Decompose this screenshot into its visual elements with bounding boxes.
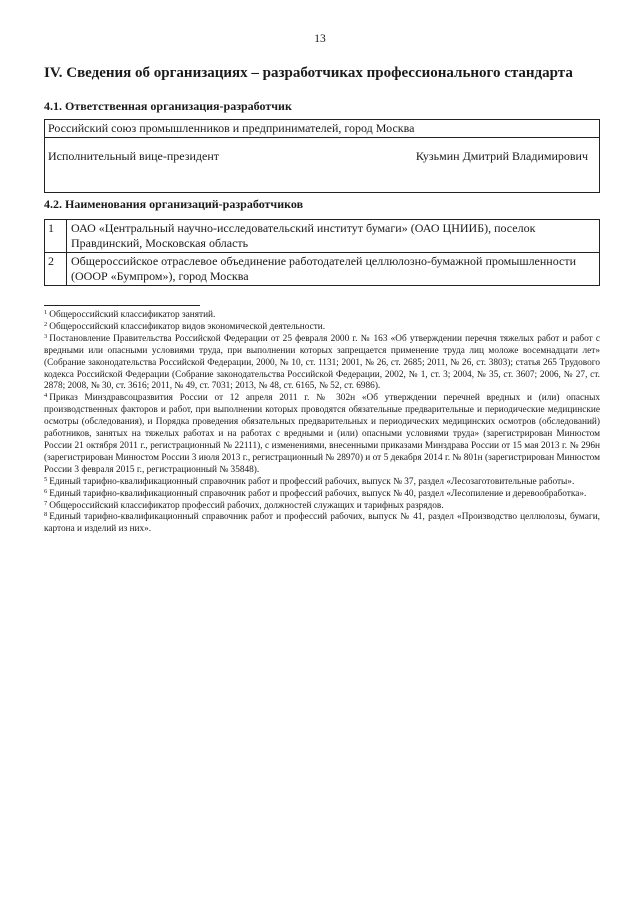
footnote-text: Общероссийский классификатор занятий. xyxy=(49,310,216,320)
footnote-mark: 5 xyxy=(44,475,48,483)
page-number: 13 xyxy=(314,33,326,45)
footnote-text: Единый тарифно-квалификационный справочник работ и профессий рабочих, выпуск № 40, раздел «Лесопиление и деревообработка». xyxy=(49,488,587,499)
developer-orgs-table xyxy=(44,219,600,286)
responsible-org-table xyxy=(44,119,600,193)
footnote-text: Приказ Минздравсоцразвития России от 12 апреля 2011 г. № 302н «Об утверждении перечней вредных и (или) опасных производственных факторов и работ, при выполнении которых проводятся обязательные предварительные и периодические медицинские осмотры (обследования), и Порядка проведения обязательных предварительных и периодических медицинских осмотров (обследований) работников, занятых на тяжелых работах и на работах с вредными и (или) опасными условиями труда» (зарегистрирован Минюстом России 21 октября 2011 г., регистрационный № 22111), с изменениями, внесенными приказами Минздрава России от 15 мая 2013 г. № 296н (зарегистрирован Минюстом России 3 июля 2013 г., регистрационный № 28970) и от 5 декабря 2014 г. № 801н (зарегистрирован Минюстом России 3 февраля 2015 г., регистрационный № 35848). xyxy=(44,393,600,475)
developer-org-name: Общероссийское отраслевое объединение работодателей целлюлозно-бумажной промышленности (ОООР «Бумпром»), город Москва xyxy=(67,253,600,286)
developer-orgs-heading: 4.2. Наименования организаций-разработчиков xyxy=(44,197,304,211)
footnote-separator xyxy=(44,305,200,306)
footnote-text: Единый тарифно-квалификационный справочник работ и профессий рабочих, выпуск № 37, раздел «Лесозаготовительные работы». xyxy=(49,476,575,487)
footnote-mark: 3 xyxy=(44,332,48,340)
footnote xyxy=(44,334,600,394)
row-number: 2 xyxy=(45,253,67,286)
footnote-text: Единый тарифно-квалификационный справочник работ и профессий рабочих, выпуск № 41, раздел «Производство целлюлозы, бумаги, картона и изделий из них». xyxy=(44,512,600,535)
responsible-person-cell xyxy=(45,138,600,193)
row-number: 1 xyxy=(45,220,67,253)
table-row xyxy=(45,220,600,253)
footnote-mark: 6 xyxy=(44,487,48,495)
responsible-person-name: Кузьмин Дмитрий Владимирович xyxy=(415,149,588,163)
developer-org-name: ОАО «Центральный научно-исследовательский институт бумаги» (ОАО ЦНИИБ), поселок Правдинский, Московская область xyxy=(67,220,600,253)
responsible-org-name: Российский союз промышленников и предпринимателей, город Москва xyxy=(45,120,600,138)
footnote-mark: 2 xyxy=(44,320,48,328)
footnote xyxy=(44,310,600,322)
section-title: IV. Сведения об организациях – разработчиках профессионального стандарта xyxy=(44,65,573,81)
footnote xyxy=(44,477,600,489)
footnote xyxy=(44,489,600,501)
footnote xyxy=(44,501,600,513)
responsible-person-position: Исполнительный вице-президент xyxy=(48,149,220,163)
footnote-text: Общероссийский классификатор профессий рабочих, должностей служащих и тарифных разрядов. xyxy=(49,500,444,511)
table-row xyxy=(45,253,600,286)
footnote xyxy=(44,512,600,536)
footnote-text: Общероссийский классификатор видов экономической деятельности. xyxy=(49,321,326,332)
footnote-mark: 8 xyxy=(44,511,48,519)
footnote-text: Постановление Правительства Российской Федерации от 25 февраля 2000 г. № 163 «Об утверждении перечня тяжелых работ и работ с вредными или опасными условиями труда, при выполнении которых запрещается применение труда лиц моложе восемнадцати лет» (Собрание законодательства Российской Федерации, 2000, № 10, ст. 1131; 2001, № 26, ст. 2685; 2011, № 26, ст. 3803); статья 265 Трудового кодекса Российской Федерации (Собрание законодательства Российской Федерации, 2002, № 1, ст. 3; 2004, № 35, ст. 3607; 2006, № 27, ст. 2878; 2008, № 30, ст. 3616; 2011, № 49, ст. 7031; 2013, № 48, ст. 6165, № 52, ст. 6986). xyxy=(44,333,600,392)
footnote-mark: 1 xyxy=(44,309,48,316)
footnote-mark: 4 xyxy=(44,392,48,400)
footnote xyxy=(44,393,600,476)
footnote-mark: 7 xyxy=(44,499,48,507)
footnote xyxy=(44,322,600,334)
responsible-org-heading: 4.1. Ответственная организация-разработчик xyxy=(44,99,292,113)
footnotes xyxy=(44,310,600,536)
